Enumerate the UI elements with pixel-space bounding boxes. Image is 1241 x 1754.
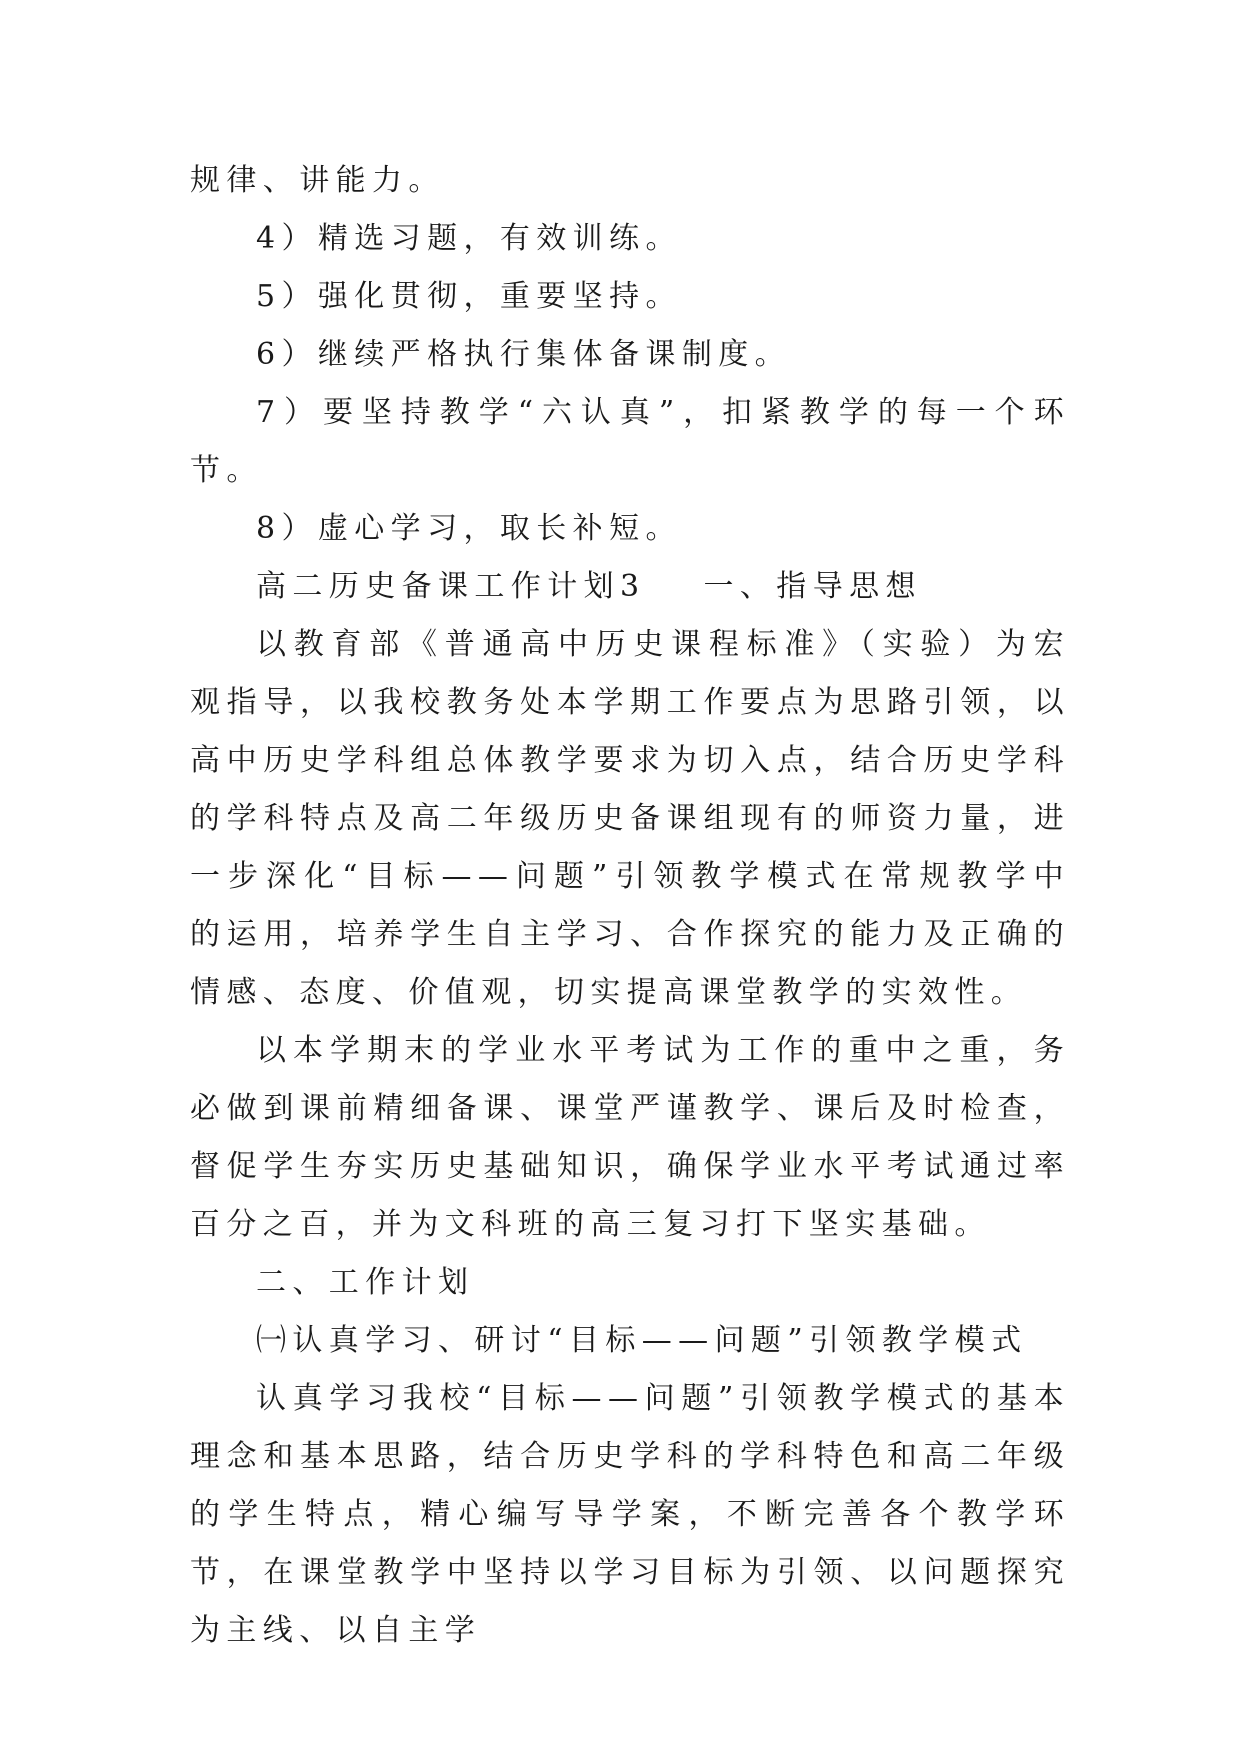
- paragraph-5: 7）要坚持教学“六认真”，扣紧教学的每一个环节。: [190, 395, 1070, 488]
- paragraph-study-model: 认真学习我校“目标——问题”引领教学模式的基本理念和基本思路，结合历史学科的学科特色和高二年级的学生特点，精心编写导学案，不断完善各个教学环节，在课堂教学中坚持以学习目标为引领、以问题探究为主线、以自主学: [190, 1381, 1070, 1648]
- document-body: [190, 152, 1070, 1660]
- paragraph-1: 规律、讲能力。: [190, 163, 445, 198]
- paragraph-exam-focus: 以本学期末的学业水平考试为工作的重中之重，务必做到课前精细备课、课堂严谨教学、课后及时检查，督促学生夯实历史基础知识，确保学业水平考试通过率百分之百，并为文科班的高三复习打下坚实基础。: [190, 1033, 1070, 1242]
- paragraph-guiding-thought: 以教育部《普通高中历史课程标准》（实验）为宏观指导，以我校教务处本学期工作要点为思路引领，以高中历史学科组总体教学要求为切入点，结合历史学科的学科特点及高二年级历史备课组现有的师资力量，进一步深化“目标——问题”引领教学模式在常规教学中的运用，培养学生自主学习、合作探究的能力及正确的情感、态度、价值观，切实提高课堂教学的实效性。: [190, 627, 1070, 1010]
- section-heading-line: [190, 558, 1070, 616]
- paragraph-6: 8）虚心学习，取长补短。: [256, 511, 682, 546]
- paragraph-work-plan-heading: 二、工作计划: [256, 1265, 475, 1300]
- paragraph-4: 6）继续严格执行集体备课制度。: [256, 337, 792, 372]
- paragraph-3: 5）强化贯彻，重要坚持。: [256, 279, 682, 314]
- section-heading: 高二历史备课工作计划3: [256, 569, 646, 604]
- section-subheading: 一、指导思想: [703, 569, 922, 604]
- paragraph-study-model-heading: ㈠认真学习、研讨“目标——问题”引领教学模式: [256, 1323, 1028, 1358]
- paragraph-2: 4）精选习题，有效训练。: [256, 221, 682, 256]
